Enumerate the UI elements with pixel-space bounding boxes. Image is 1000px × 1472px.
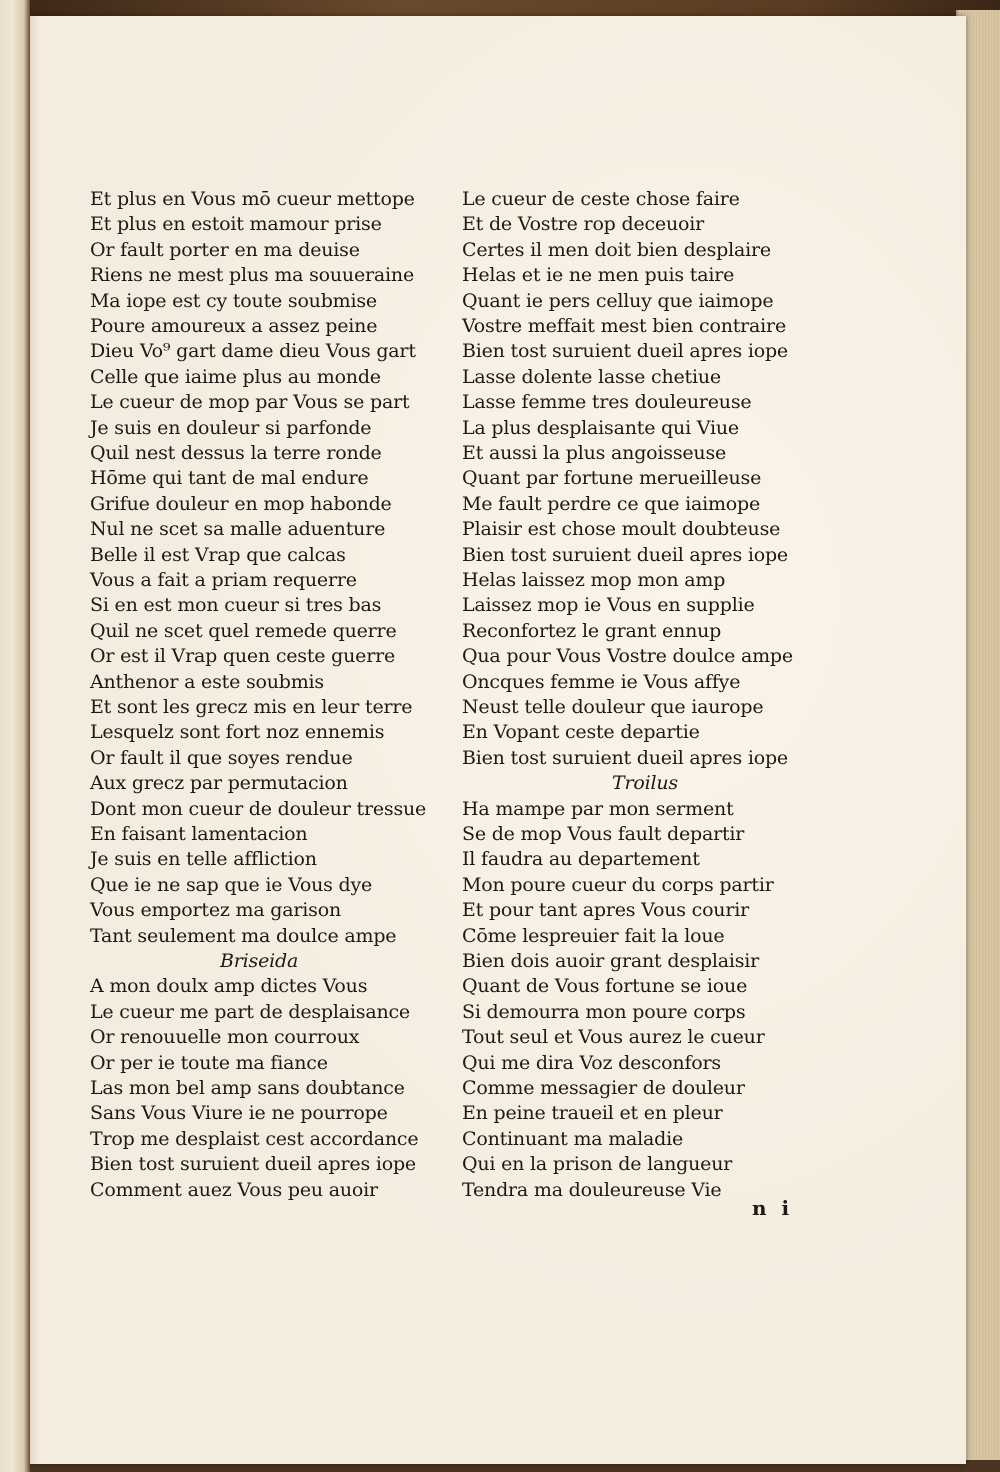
verse-line: Le cueur me part de desplaisance [90, 1000, 410, 1023]
verse-line: Belle il est Vrap que calcas [90, 543, 346, 566]
verse-line: Et plus en Vous mō cueur mettope [90, 188, 415, 210]
verse-line: Que ie ne sap que ie Vous dye [90, 873, 373, 896]
verse-line: Se de mop Vous fault departir [462, 823, 745, 845]
verse-line: Nul ne scet sa malle aduenture [90, 518, 386, 541]
verse-line: Quant ie pers celluy que iaimope [462, 289, 774, 312]
verse-line: Or per ie toute ma fiance [90, 1051, 328, 1074]
verse-line: Tant seulement ma doulce ampe [90, 924, 397, 947]
book-page [22, 16, 966, 1464]
verse-line: Hōme qui tant de mal endure [90, 467, 369, 490]
verse-line: Laissez mop ie Vous en supplie [462, 594, 755, 617]
verse-line: Le cueur de mop par Vous se part [90, 391, 410, 414]
verse-line: Plaisir est chose moult doubteuse [462, 518, 781, 541]
verse-line: Certes il men doit bien desplaire [462, 238, 771, 261]
left-page-edge [0, 0, 30, 1472]
verse-line: Poure amoureux a assez peine [90, 315, 378, 337]
verse-line: Las mon bel amp sans doubtance [90, 1077, 405, 1099]
verse-line: Et sont les grecz mis en leur terre [90, 696, 413, 718]
verse-line: Oncques femme ie Vous affye [462, 670, 741, 693]
verse-line: Quil nest dessus la terre ronde [90, 442, 382, 464]
verse-line: En faisant lamentacion [90, 823, 308, 845]
verse-line: Grifue douleur en mop habonde [90, 492, 392, 515]
verse-line: Me fault perdre ce que iaimope [462, 492, 761, 515]
verse-line: Je suis en douleur si parfonde [90, 416, 372, 439]
verse-line: Neust telle douleur que iaurope [462, 696, 764, 718]
verse-line: Quant par fortune merueilleuse [462, 467, 762, 490]
verse-line: Or fault porter en ma deuise [90, 238, 360, 261]
verse-line: Et pour tant apres Vous courir [462, 899, 749, 922]
verse-line: Je suis en telle affliction [90, 848, 317, 871]
verse-line: Or est il Vrap quen ceste guerre [90, 645, 396, 668]
verse-line: Mon poure cueur du corps partir [462, 873, 774, 896]
verse-line: Et aussi la plus angoisseuse [462, 442, 727, 464]
verse-line: Dieu Vo⁹ gart dame dieu Vous gart [90, 340, 416, 363]
verse-line: Helas et ie ne men puis taire [462, 264, 735, 287]
speaker-heading: Briseida [220, 950, 299, 972]
verse-line: Comment auez Vous peu auoir [90, 1178, 378, 1201]
verse-line: Qua pour Vous Vostre doulce ampe [462, 645, 793, 668]
verse-line: Vostre meffait mest bien contraire [462, 315, 786, 337]
verse-line: Anthenor a este soubmis [90, 670, 324, 693]
verse-line: Lesquelz sont fort noz ennemis [90, 721, 385, 744]
verse-line: Reconfortez le grant ennup [462, 619, 722, 642]
verse-line: Et de Vostre rop deceuoir [462, 213, 705, 236]
verse-line: Qui me dira Voz desconfors [462, 1051, 721, 1074]
verse-line: Et plus en estoit mamour prise [90, 213, 382, 236]
verse-line: La plus desplaisante qui Viue [462, 416, 739, 439]
verse-line: Tendra ma douleureuse Vie [462, 1178, 722, 1201]
verse-line: Or fault il que soyes rendue [90, 746, 353, 769]
verse-line: Bien tost suruient dueil apres iope [90, 1153, 416, 1176]
verse-line: Qui en la prison de langueur [462, 1153, 733, 1176]
verse-line: Lasse femme tres douleureuse [462, 391, 752, 414]
verse-line: Or renouuelle mon courroux [90, 1026, 360, 1049]
verse-line: Ha mampe par mon serment [462, 797, 734, 820]
verse-line: Bien dois auoir grant desplaisir [462, 950, 760, 972]
verse-line: Dont mon cueur de douleur tressue [90, 797, 427, 820]
verse-line: Le cueur de ceste chose faire [462, 188, 740, 210]
speaker-heading: Troilus [612, 772, 678, 795]
verse-line: Quant de Vous fortune se ioue [462, 975, 748, 998]
verse-line: Aux grecz par permutacion [90, 772, 348, 795]
verse-line: Sans Vous Viure ie ne pourrope [90, 1102, 388, 1125]
verse-line: Bien tost suruient dueil apres iope [462, 543, 788, 566]
verse-line: En Vopant ceste departie [462, 721, 700, 744]
verse-line: En peine traueil et en pleur [462, 1102, 723, 1125]
verse-line: Continuant ma maladie [462, 1127, 684, 1150]
verse-line: Comme messagier de douleur [462, 1077, 745, 1099]
verse-line: Helas laissez mop mon amp [462, 569, 726, 591]
verse-line: Bien tost suruient dueil apres iope [462, 746, 788, 769]
verse-line: Quil ne scet quel remede querre [90, 619, 397, 642]
verse-line: Cōme lespreuier fait la loue [462, 924, 725, 947]
verse-line: A mon doulx amp dictes Vous [90, 975, 368, 998]
verse-line: Ma iope est cy toute soubmise [90, 289, 377, 312]
verse-line: Si demourra mon poure corps [462, 1000, 746, 1023]
verse-line: Vous emportez ma garison [90, 899, 341, 922]
verse-line: Il faudra au departement [462, 848, 700, 871]
verse-line: Vous a fait a priam requerre [90, 569, 357, 591]
verse-line: Lasse dolente lasse chetiue [462, 365, 721, 388]
signature-mark: n i [752, 1196, 794, 1220]
verse-line: Riens ne mest plus ma souueraine [90, 264, 414, 287]
verse-line: Celle que iaime plus au monde [90, 365, 381, 388]
verse-line: Trop me desplaist cest accordance [90, 1127, 419, 1150]
verse-line: Tout seul et Vous aurez le cueur [462, 1026, 765, 1049]
verse-line: Si en est mon cueur si tres bas [90, 594, 382, 617]
verse-line: Bien tost suruient dueil apres iope [462, 340, 788, 363]
